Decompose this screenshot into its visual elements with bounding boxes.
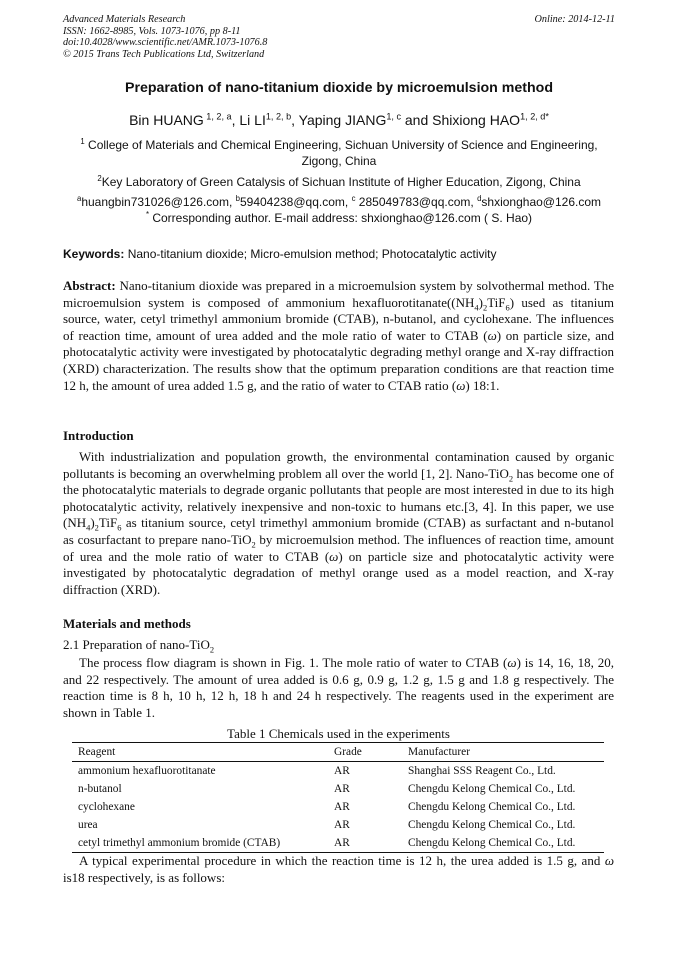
- abstract-text: ) on particle size, and photocatalytic activity were investigated by photocatalytic degrading methyl orange and X-ray diffraction (XRD) characterization. The results show that the optimum preparation conditions are that reaction time 12 h, the amount of urea added 1.5 g, and the ratio of water to CTAB ratio (: [63, 327, 614, 393]
- subsection-title: 2.1 Preparation of nano-TiO: [63, 637, 210, 652]
- table-cell: cetyl trimethyl ammonium bromide (CTAB): [78, 837, 281, 849]
- body-text: as titanium source, cetyl trimethyl ammonium bromide (CTAB) as surfactant and n-butanol as cosurfactant to prepare nano-TiO: [63, 515, 614, 547]
- table-header-cell: Manufacturer: [408, 746, 470, 758]
- body-text: has become one of the photocatalytic materials to degrade organic pollutants that people are most interested in due to its high photocatalytic activity, relatively inexpensive and non-toxic to humans etc.[3, 4]. In this paper, we use (NH: [63, 465, 614, 531]
- body-text: ) is 14, 16, 18, 20, and 22 respectively. The amount of urea added is 0.6 g, 0.9 g, 1.2 g, 1.5 g and 1.8 g respectively. The reaction time is 8 h, 10 h, 12 h, 18 h and 24 h respectively. The reagents used in the experiment are shown in Table 1.: [63, 655, 614, 720]
- table-row: [72, 834, 604, 852]
- table-cell: Chengdu Kelong Chemical Co., Ltd.: [408, 801, 576, 813]
- email-sup: c: [351, 194, 356, 203]
- subscript: 4: [86, 522, 91, 533]
- subscript: 6: [505, 302, 510, 313]
- table-header-row: [72, 743, 604, 761]
- table-header-cell: Grade: [334, 746, 362, 758]
- affiliation-text: College of Materials and Chemical Engineering, Sichuan University of Science and Engineering, Zigong, China: [84, 138, 598, 168]
- keywords-label: Keywords:: [63, 247, 125, 261]
- affiliation-sup: 2: [97, 174, 102, 183]
- body-text: A typical experimental procedure in which the reaction time is 12 h, the urea added is 1.5 g, and: [79, 853, 605, 868]
- table-cell: n-butanol: [78, 783, 122, 795]
- subscript: 2: [209, 644, 215, 655]
- body-text: TiF: [98, 515, 118, 531]
- issn-line: ISSN: 1662-8985, Vols. 1073-1076, pp 8-11: [63, 25, 241, 37]
- journal-header: [63, 14, 615, 60]
- table-header-cell: Reagent: [78, 746, 116, 758]
- table-row: [72, 762, 604, 780]
- author-name: Li LI: [239, 112, 266, 128]
- table-cell: AR: [334, 765, 350, 777]
- omega-symbol: ω: [456, 377, 466, 393]
- abstract-text: ) 18:1.: [465, 377, 500, 393]
- author-list: [40, 112, 638, 128]
- body-text: ): [90, 515, 95, 531]
- methods-paragraph-2: [63, 853, 614, 886]
- omega-symbol: ω: [604, 853, 614, 868]
- abstract-text: ) used as titanium source, water, cetyl trimethyl ammonium bromide (CTAB), n-butanol, and cyclohexane. The influences of reaction time, amount of urea added and the mole ratio of water to CTAB (: [63, 294, 614, 343]
- author-affil-sup: 1, c: [386, 111, 401, 122]
- methods-paragraph-1: [63, 655, 614, 721]
- email-sup: b: [235, 194, 240, 203]
- abstract-text: ): [478, 294, 483, 310]
- table-cell: Shanghai SSS Reagent Co., Ltd.: [408, 765, 556, 777]
- corr-text: Corresponding author. E-mail address: shxionghao@126.com ( S. Hao): [149, 211, 533, 225]
- subscript: 2: [482, 302, 488, 313]
- table-cell: AR: [334, 819, 350, 831]
- email-text: shxionghao@126.com: [481, 195, 602, 209]
- section-heading-introduction: Introduction: [63, 428, 134, 443]
- body-text: is18 respectively, is as follows:: [63, 869, 225, 885]
- table-cell: AR: [334, 801, 350, 813]
- omega-symbol: ω: [487, 327, 497, 343]
- chemicals-table: [72, 742, 604, 853]
- email-text: 59404238@qq.com,: [239, 195, 352, 209]
- subscript: 4: [474, 302, 479, 313]
- author-name: Yaping JIANG: [298, 112, 387, 128]
- omega-symbol: ω: [507, 655, 517, 670]
- abstract: [63, 278, 614, 394]
- journal-name: Advanced Materials Research: [63, 14, 186, 25]
- table-cell: Chengdu Kelong Chemical Co., Ltd.: [408, 837, 576, 849]
- email-text: 285049783@qq.com,: [355, 195, 478, 209]
- affiliation-2: [63, 174, 615, 190]
- subscript: 2: [251, 539, 256, 550]
- author-name: Shixiong HAO: [432, 112, 521, 128]
- table-row: [72, 798, 604, 816]
- omega-symbol: ω: [329, 548, 339, 564]
- table-cell: Chengdu Kelong Chemical Co., Ltd.: [408, 783, 576, 795]
- table-row: [72, 780, 604, 798]
- affiliation-sup: 1: [80, 137, 85, 146]
- abstract-text: Nano-titanium dioxide was prepared in a microemulsion system by solvothermal method. The microemulsion system is composed of ammonium hexafluorotitanate((NH: [63, 278, 614, 310]
- author-and: and: [401, 112, 433, 128]
- author-separator: ,: [231, 112, 240, 128]
- introduction-paragraph: [63, 449, 614, 598]
- author-affil-sup: 1, 2, b: [265, 111, 292, 122]
- email-sup: d: [477, 194, 482, 203]
- corresponding-author: [63, 210, 615, 226]
- online-date: Online: 2014-12-11: [534, 14, 615, 25]
- author-affil-sup: 1, 2, a: [203, 111, 232, 122]
- table-row: [72, 816, 604, 834]
- author-separator: ,: [291, 112, 299, 128]
- subscript: 6: [117, 522, 122, 533]
- subscript: 2: [508, 473, 514, 484]
- affiliation-1: [63, 137, 615, 169]
- subscript: 2: [94, 522, 99, 533]
- table-cell: AR: [334, 783, 350, 795]
- subsection-heading: [63, 637, 614, 654]
- body-text: With industrialization and population growth, the environmental contamination caused by organic pollutants is becoming an overwhelming problem all over the world [1, 2]. Nano-TiO: [63, 449, 614, 481]
- table-cell: Chengdu Kelong Chemical Co., Ltd.: [408, 819, 576, 831]
- section-heading-methods: Materials and methods: [63, 616, 191, 631]
- body-text: The process flow diagram is shown in Fig. 1. The mole ratio of water to CTAB (: [79, 655, 508, 670]
- table-cell: urea: [78, 819, 98, 831]
- author-affil-sup: 1, 2, d*: [520, 111, 549, 122]
- table-cell: AR: [334, 837, 350, 849]
- keywords-text: Nano-titanium dioxide; Micro-emulsion method; Photocatalytic activity: [124, 247, 497, 261]
- email-text: huangbin731026@126.com,: [81, 195, 236, 209]
- doi-line: doi:10.4028/www.scientific.net/AMR.1073-1076.8: [63, 37, 268, 49]
- keywords: [63, 247, 623, 261]
- table-cell: ammonium hexafluorotitanate: [78, 765, 216, 777]
- table-caption: Table 1 Chemicals used in the experiments: [227, 726, 450, 741]
- email-line: [63, 194, 615, 210]
- table-cell: cyclohexane: [78, 801, 135, 813]
- body-text: ) on particle size and photocatalytic activity were investigated by photocatalytic degradation of methyl orange used as a model reaction, and X-ray diffraction (XRD).: [63, 548, 615, 597]
- affiliation-text: Key Laboratory of Green Catalysis of Sichuan Institute of Higher Education, Zigong, China: [101, 175, 581, 189]
- abstract-label: Abstract:: [63, 278, 116, 293]
- corr-sup: *: [145, 210, 149, 219]
- abstract-text: TiF: [487, 294, 506, 310]
- email-sup: a: [76, 194, 82, 203]
- paper-title: Preparation of nano-titanium dioxide by microemulsion method: [124, 80, 554, 96]
- copyright-line: © 2015 Trans Tech Publications Ltd, Switzerland: [63, 48, 265, 60]
- author-name: Bin HUANG: [129, 112, 204, 128]
- body-text: by microemulsion method. The influences of reaction time, amount of urea and the mole ratio of water to CTAB (: [63, 531, 614, 564]
